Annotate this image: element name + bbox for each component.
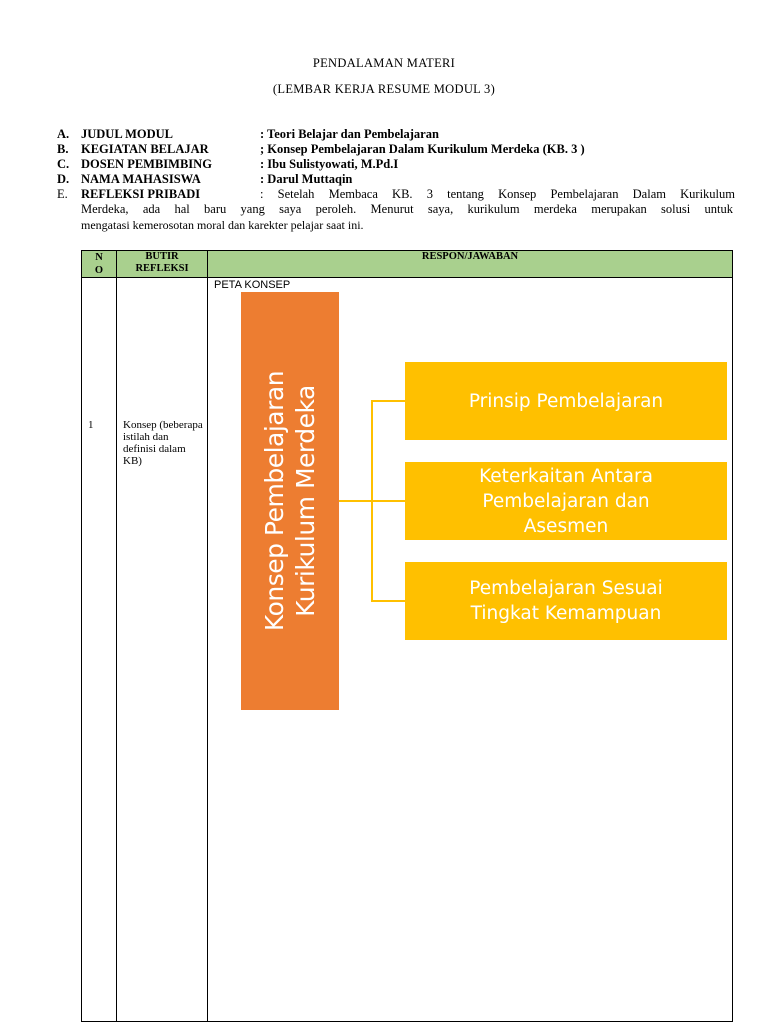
concept-main-box (241, 292, 339, 710)
connector-branch-3 (371, 600, 405, 602)
peta-konsep-label: PETA KONSEP (214, 279, 291, 291)
header-butir: BUTIR REFLEKSI (117, 251, 208, 278)
info-section: A. JUDUL MODUL : Teori Belajar dan Pembelajaran B. KEGIATAN BELAJAR ; Konsep Pembelajaran Dalam Kurikulum Merdeka (KB. 3 ) C. DOSEN PEMBIMBING : Ibu Sulistyowati, M.Pd.I D. NAMA MAHASISWA : Darul Muttaqin E. REFLEKSI PRIBADI : Setelah Membaca KB. 3 tentang Konsep Pembelajaran Dalam Kurikulum Merdeka, ada hal baru yang saya peroleh. Menurut saya, kurikulum merdeka merupakan solusi untuk (57, 127, 735, 216)
concept-box-prinsip: Prinsip Pembelajaran (405, 362, 727, 440)
reflection-text-2: mengatasi kemerosotan moral dan karekter pelajar saat ini. (81, 218, 364, 232)
connector-branch-1 (371, 400, 405, 402)
page-subtitle: (LEMBAR KERJA RESUME MODUL 3) (272, 82, 496, 96)
header-no: N O (82, 251, 117, 278)
concept-main-line1: Konsep Pembelajaran (260, 370, 289, 632)
reflection-text: Merdeka, ada hal baru yang saya peroleh. Menurut saya, kurikulum merdeka merupakan solusi untuk (81, 202, 733, 216)
connector-trunk (339, 500, 372, 502)
connector-branch-2 (371, 500, 405, 502)
info-row-refleksi: E. REFLEKSI PRIBADI : Setelah Membaca KB. 3 tentang Konsep Pembelajaran Dalam Kurikulum (57, 187, 735, 201)
page-title: PENDALAMAN MATERI (312, 56, 456, 70)
concept-box-kemampuan: Pembelajaran Sesuai Tingkat Kemampuan (405, 562, 727, 640)
cell-no: 1 (82, 278, 117, 1022)
cell-butir: Konsep (beberapa istilah dan definisi dalam KB) (117, 278, 208, 1022)
table-header-row (82, 251, 733, 278)
concept-box-keterkaitan: Keterkaitan Antara Pembelajaran dan Asesmen (405, 462, 727, 540)
reflection-table (81, 250, 733, 1022)
concept-main-line2: Kurikulum Merdeka (291, 385, 320, 617)
header-respon: RESPON/JAWABAN (208, 251, 733, 278)
cell-respon (208, 278, 733, 1022)
table-row (82, 278, 733, 1022)
